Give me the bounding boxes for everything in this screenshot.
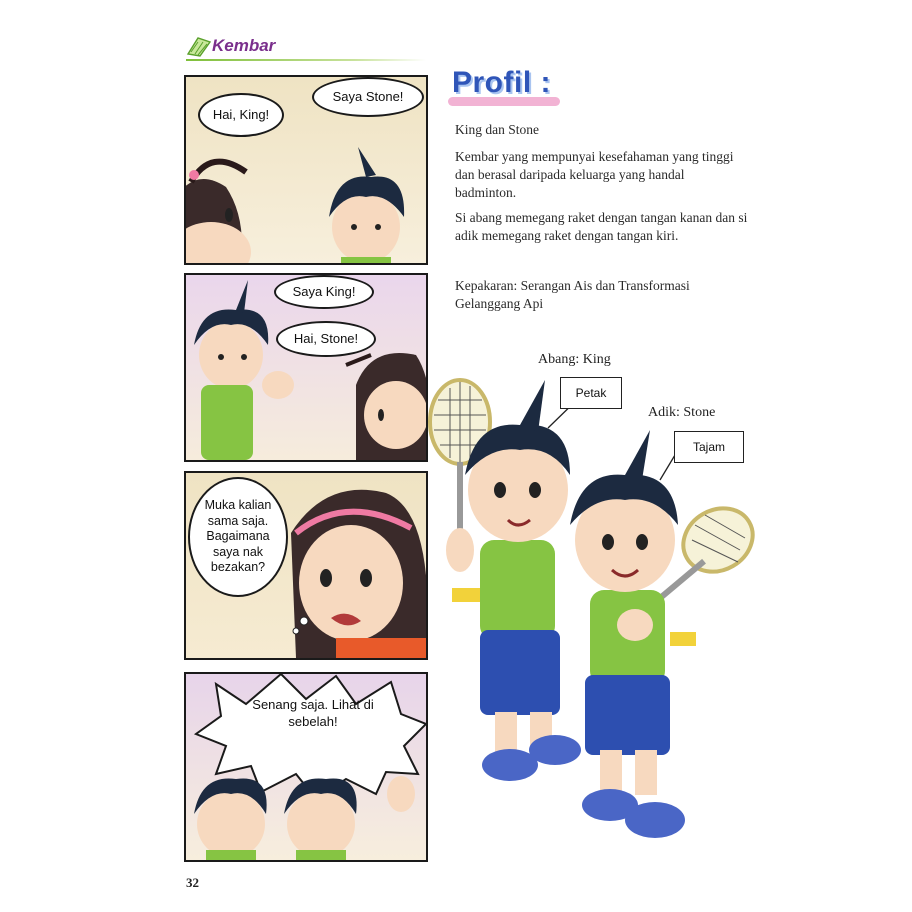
- callout-abang: Petak: [560, 377, 622, 409]
- comic-panel-2: [184, 273, 428, 462]
- speech-bubble: Senang saja. Lihat di sebelah!: [252, 697, 374, 729]
- profile-paragraph-1: Kembar yang mempunyai kesefahaman yang tinggi dan berasal daripada keluarga yang handal badminton.: [455, 149, 734, 200]
- speech-bubble: Saya Stone!: [312, 77, 424, 117]
- speech-bubble: Saya King!: [274, 275, 374, 309]
- chapter-title: Kembar: [212, 36, 276, 55]
- profile-paragraph-3: Kepakaran: Serangan Ais dan Transformasi Gelanggang Api: [455, 278, 690, 311]
- comic-panel-4: [184, 672, 428, 862]
- speech-bubble: Hai, King!: [198, 93, 284, 137]
- page-number: 32: [186, 875, 199, 890]
- twins-illustration: [420, 350, 770, 860]
- profile-heading: Profil :: [452, 66, 551, 99]
- speech-bubble: Muka kalian sama saja. Bagaimana saya nak bezakan?: [188, 477, 288, 597]
- profile-names: King dan Stone: [455, 122, 539, 137]
- comic-panel-3: [184, 471, 428, 660]
- chapter-header: [186, 32, 466, 64]
- profile-paragraph-2: Si abang memegang raket dengan tangan kanan dan si adik memegang raket dengan tangan kiri.: [455, 210, 748, 243]
- shuttlecock-icon: [186, 34, 212, 58]
- label-adik: Adik: Stone: [648, 405, 716, 420]
- label-abang: Abang: King: [538, 352, 611, 367]
- speech-bubble: Hai, Stone!: [276, 321, 376, 357]
- header-divider: [186, 59, 426, 61]
- callout-adik: Tajam: [674, 431, 744, 463]
- comic-panel-1: [184, 75, 428, 265]
